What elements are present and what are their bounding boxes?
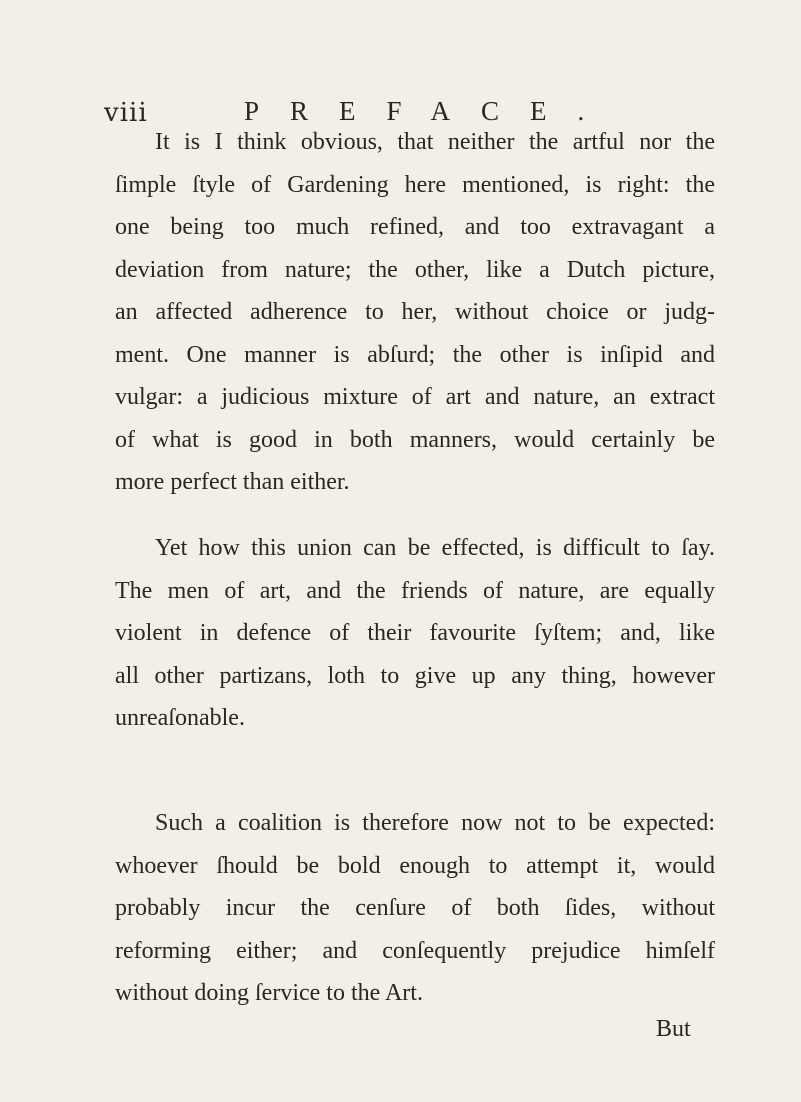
text-line: vulgar: a judicious mixture of art and nature, an extract bbox=[115, 384, 715, 410]
paragraph-3 bbox=[115, 802, 715, 1015]
text-line: Yet how this union can be effected, is difficult to ſay. bbox=[155, 535, 715, 561]
text-line: unreaſonable. bbox=[115, 705, 245, 731]
text-line: The men of art, and the friends of nature, are equally bbox=[115, 577, 715, 604]
page-number: viii bbox=[104, 98, 148, 128]
text-line: ſimple ſtyle of Gardening here mentioned, is right: the bbox=[115, 171, 715, 198]
text-line: more perfect than either. bbox=[115, 469, 350, 495]
paragraph-2 bbox=[115, 527, 715, 740]
text-line: all other partizans, loth to give up any thing, however bbox=[115, 662, 715, 689]
text-line: deviation from nature; the other, like a Dutch picture, bbox=[115, 256, 715, 283]
catchword: But bbox=[656, 1016, 691, 1042]
text-line: without doing ſervice to the Art. bbox=[115, 980, 423, 1006]
text-line: It is I think obvious, that neither the artful nor the bbox=[155, 129, 715, 155]
text-line: probably incur the cenſure of both ſides, without bbox=[115, 895, 715, 921]
text-line: violent in defence of their favourite ſyſtem; and, like bbox=[115, 620, 715, 646]
text-line: Such a coalition is therefore now not to be expected: bbox=[155, 810, 715, 836]
text-line: an affected adherence to her, without choice or judg- bbox=[115, 299, 715, 325]
text-line: one being too much refined, and too extravagant a bbox=[115, 214, 715, 240]
text-line: whoever ſhould be bold enough to attempt it, would bbox=[115, 852, 715, 879]
text-line: of what is good in both manners, would certainly be bbox=[115, 426, 715, 453]
text-line: reforming either; and conſequently prejudice himſelf bbox=[115, 937, 715, 964]
text-line: ment. One manner is abſurd; the other is inſipid and bbox=[115, 341, 715, 368]
paragraph-1 bbox=[115, 121, 715, 504]
running-title: PREFACE. bbox=[244, 96, 616, 126]
